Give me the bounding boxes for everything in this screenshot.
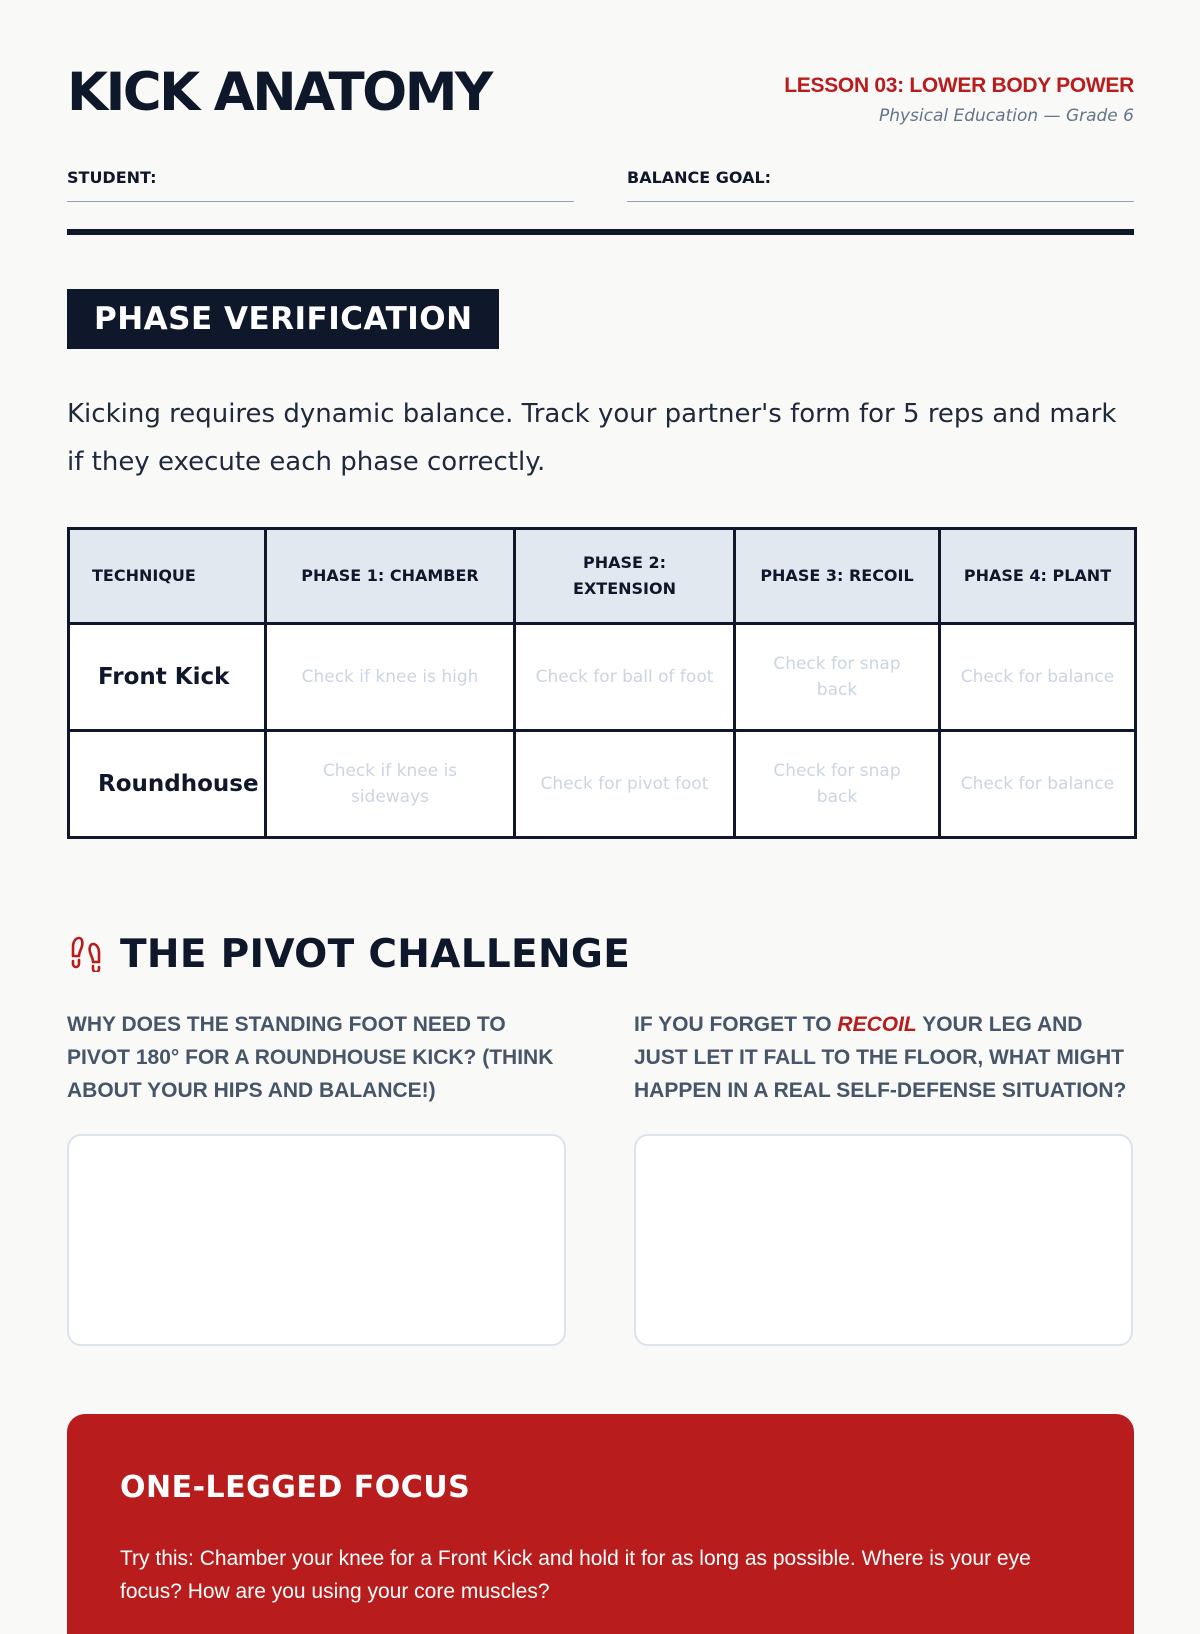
- phase-intro: Kicking requires dynamic balance. Track your partner's form for 5 reps and mark if they execute each phase correctly.: [67, 399, 1117, 477]
- check-cell[interactable]: Check for snap back: [735, 624, 940, 731]
- subject-label: Physical Education — Grade 6: [878, 106, 1134, 126]
- header-divider: [67, 229, 1134, 235]
- table-header-row: [69, 529, 1136, 624]
- check-cell[interactable]: Check for snap back: [735, 731, 940, 838]
- answer-box-pivot[interactable]: [67, 1134, 566, 1346]
- check-cell[interactable]: Check if knee is high: [266, 624, 515, 731]
- answer-box-recoil[interactable]: [634, 1134, 1133, 1346]
- page-title: KICK ANATOMY: [67, 62, 491, 123]
- column-header: PHASE 3: RECOIL: [735, 529, 940, 624]
- question-recoil: [634, 1008, 1132, 1107]
- technique-cell: Roundhouse: [69, 731, 266, 838]
- balance-goal-label: BALANCE GOAL:: [627, 168, 772, 187]
- name-fields: [67, 168, 1134, 204]
- student-field[interactable]: [67, 168, 574, 202]
- check-cell[interactable]: Check if knee is sideways: [266, 731, 515, 838]
- check-cell[interactable]: Check for balance: [940, 731, 1136, 838]
- question-pivot: WHY DOES THE STANDING FOOT NEED TO PIVOT 180° FOR A ROUNDHOUSE KICK? (THINK ABOUT YOUR HIPS AND BALANCE!): [67, 1013, 554, 1102]
- check-cell[interactable]: Check for balance: [940, 624, 1136, 731]
- focus-callout: [67, 1414, 1134, 1634]
- check-cell[interactable]: Check for pivot foot: [515, 731, 735, 838]
- student-label: STUDENT:: [67, 168, 157, 187]
- focus-title: ONE-LEGGED FOCUS: [120, 1470, 471, 1505]
- check-cell[interactable]: Check for ball of foot: [515, 624, 735, 731]
- footprints-icon: [67, 936, 105, 972]
- column-header: PHASE 2: EXTENSION: [515, 529, 735, 624]
- phase-table: [67, 527, 1137, 839]
- lesson-label: LESSON 03: LOWER BODY POWER: [784, 74, 1134, 97]
- question-recoil-text-end: YOUR LEG AND JUST LET IT FALL TO THE FLOOR, WHAT MIGHT HAPPEN IN A REAL SELF-DEFENSE SITUATION?: [634, 1013, 1127, 1102]
- column-header: TECHNIQUE: [69, 529, 266, 624]
- table-row: [69, 624, 1136, 731]
- pivot-section-title: THE PIVOT CHALLENGE: [120, 932, 631, 977]
- recoil-emphasis: RECOIL: [837, 1013, 917, 1036]
- header: [67, 0, 1134, 150]
- column-header: PHASE 4: PLANT: [940, 529, 1136, 624]
- column-header: PHASE 1: CHAMBER: [266, 529, 515, 624]
- worksheet: [67, 0, 1134, 1603]
- balance-goal-field[interactable]: [627, 168, 1134, 202]
- phase-section-title: PHASE VERIFICATION: [67, 289, 499, 349]
- focus-text: Try this: Chamber your knee for a Front Kick and hold it for as long as possible. Where is your eye focus? How are you using your core muscles?: [120, 1547, 1031, 1603]
- question-recoil-text-start: IF YOU FORGET TO: [634, 1013, 838, 1036]
- table-row: [69, 731, 1136, 838]
- technique-cell: Front Kick: [69, 624, 266, 731]
